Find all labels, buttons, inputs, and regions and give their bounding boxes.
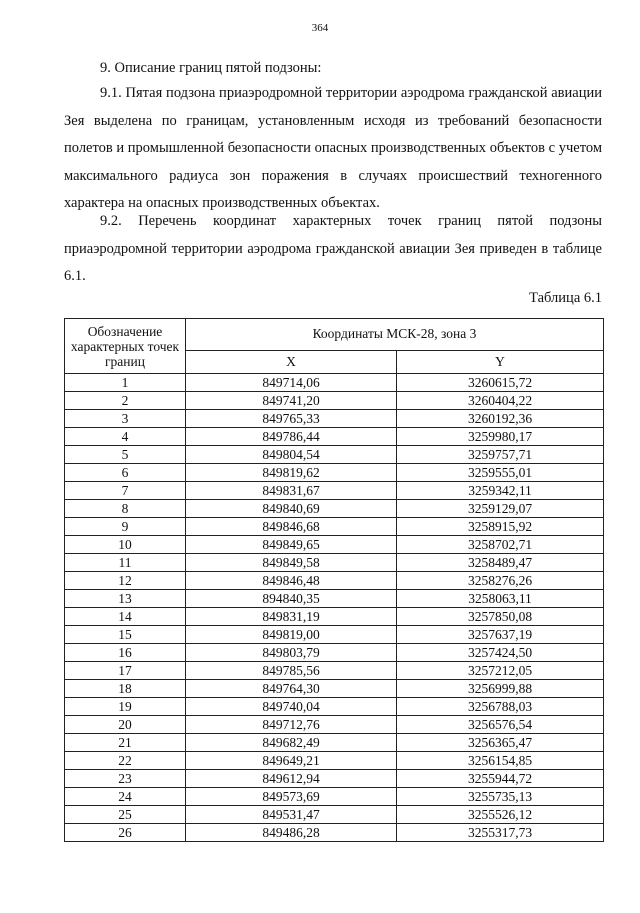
y-coordinate: 3259129,07 xyxy=(397,500,604,518)
table-caption: Таблица 6.1 xyxy=(529,290,602,306)
point-number: 6 xyxy=(65,464,186,482)
x-coordinate: 849740,04 xyxy=(186,698,397,716)
table-body xyxy=(65,374,604,842)
x-coordinate: 849819,62 xyxy=(186,464,397,482)
x-coordinate: 849846,68 xyxy=(186,518,397,536)
point-number: 14 xyxy=(65,608,186,626)
point-number: 1 xyxy=(65,374,186,392)
point-number: 24 xyxy=(65,788,186,806)
point-number: 13 xyxy=(65,590,186,608)
point-number: 23 xyxy=(65,770,186,788)
table-row xyxy=(65,734,604,752)
x-coordinate: 849764,30 xyxy=(186,680,397,698)
paragraph-9-1: 9.1. Пятая подзона приаэродромной территории аэродрома гражданской авиации Зея выделена по границам, установленным исходя из требований безопасности полетов и промышленной безопасности опасных производственных объектов с учетом максимального радиуса зон поражения в случаях происшествий техногенного характера на опасных производственных объектах. xyxy=(64,85,602,211)
table-row xyxy=(65,536,604,554)
point-number: 19 xyxy=(65,698,186,716)
x-coordinate: 849846,48 xyxy=(186,572,397,590)
table-row xyxy=(65,446,604,464)
table-row xyxy=(65,770,604,788)
y-coordinate: 3258915,92 xyxy=(397,518,604,536)
x-coordinate: 849682,49 xyxy=(186,734,397,752)
y-coordinate: 3257637,19 xyxy=(397,626,604,644)
x-coordinate: 849765,33 xyxy=(186,410,397,428)
x-coordinate: 849849,65 xyxy=(186,536,397,554)
y-coordinate: 3255944,72 xyxy=(397,770,604,788)
table-row xyxy=(65,752,604,770)
table-row xyxy=(65,482,604,500)
y-coordinate: 3258489,47 xyxy=(397,554,604,572)
page-number: 364 xyxy=(311,22,329,34)
table-row xyxy=(65,788,604,806)
point-number: 9 xyxy=(65,518,186,536)
y-coordinate: 3257850,08 xyxy=(397,608,604,626)
y-coordinate: 3259757,71 xyxy=(397,446,604,464)
table-row xyxy=(65,626,604,644)
y-coordinate: 3260615,72 xyxy=(397,374,604,392)
y-coordinate: 3256999,88 xyxy=(397,680,604,698)
point-number: 12 xyxy=(65,572,186,590)
table-row xyxy=(65,590,604,608)
paragraph-9-2: 9.2. Перечень координат характерных точек границ пятой подзоны приаэродромной территории аэродрома гражданской авиации Зея приведен в таблице 6.1. xyxy=(64,213,602,284)
point-number: 4 xyxy=(65,428,186,446)
x-coordinate: 849486,28 xyxy=(186,824,397,842)
table-row xyxy=(65,374,604,392)
table-row xyxy=(65,554,604,572)
x-coordinate: 849649,21 xyxy=(186,752,397,770)
x-coordinate: 849612,94 xyxy=(186,770,397,788)
point-number: 26 xyxy=(65,824,186,842)
point-number: 2 xyxy=(65,392,186,410)
table-row xyxy=(65,716,604,734)
y-coordinate: 3259342,11 xyxy=(397,482,604,500)
x-coordinate: 849785,56 xyxy=(186,662,397,680)
y-coordinate: 3255317,73 xyxy=(397,824,604,842)
x-coordinate: 849786,44 xyxy=(186,428,397,446)
table-row xyxy=(65,644,604,662)
table-row xyxy=(65,680,604,698)
x-coordinate: 849712,76 xyxy=(186,716,397,734)
point-number: 3 xyxy=(65,410,186,428)
x-coordinate: 894840,35 xyxy=(186,590,397,608)
x-coordinate: 849819,00 xyxy=(186,626,397,644)
header-x: X xyxy=(186,350,397,373)
point-number: 20 xyxy=(65,716,186,734)
point-number: 21 xyxy=(65,734,186,752)
x-coordinate: 849840,69 xyxy=(186,500,397,518)
header-point-designation: Обозначение характерных точек границ xyxy=(65,319,186,374)
y-coordinate: 3256154,85 xyxy=(397,752,604,770)
x-coordinate: 849573,69 xyxy=(186,788,397,806)
x-coordinate: 849831,67 xyxy=(186,482,397,500)
table-row xyxy=(65,698,604,716)
point-number: 10 xyxy=(65,536,186,554)
table-row xyxy=(65,518,604,536)
point-number: 18 xyxy=(65,680,186,698)
y-coordinate: 3259555,01 xyxy=(397,464,604,482)
x-coordinate: 849531,47 xyxy=(186,806,397,824)
point-number: 17 xyxy=(65,662,186,680)
section-heading: 9. Описание границ пятой подзоны: xyxy=(100,60,322,76)
table-row xyxy=(65,392,604,410)
y-coordinate: 3260404,22 xyxy=(397,392,604,410)
point-number: 22 xyxy=(65,752,186,770)
point-number: 7 xyxy=(65,482,186,500)
y-coordinate: 3259980,17 xyxy=(397,428,604,446)
y-coordinate: 3258702,71 xyxy=(397,536,604,554)
point-number: 16 xyxy=(65,644,186,662)
table-row xyxy=(65,428,604,446)
point-number: 25 xyxy=(65,806,186,824)
y-coordinate: 3258276,26 xyxy=(397,572,604,590)
table-row xyxy=(65,662,604,680)
table-row xyxy=(65,824,604,842)
y-coordinate: 3260192,36 xyxy=(397,410,604,428)
x-coordinate: 849831,19 xyxy=(186,608,397,626)
point-number: 11 xyxy=(65,554,186,572)
x-coordinate: 849803,79 xyxy=(186,644,397,662)
table-row xyxy=(65,806,604,824)
x-coordinate: 849849,58 xyxy=(186,554,397,572)
table-row xyxy=(65,410,604,428)
y-coordinate: 3255735,13 xyxy=(397,788,604,806)
y-coordinate: 3257424,50 xyxy=(397,644,604,662)
point-number: 5 xyxy=(65,446,186,464)
x-coordinate: 849714,06 xyxy=(186,374,397,392)
y-coordinate: 3257212,05 xyxy=(397,662,604,680)
point-number: 15 xyxy=(65,626,186,644)
y-coordinate: 3258063,11 xyxy=(397,590,604,608)
header-coordinate-system: Координаты МСК-28, зона 3 xyxy=(186,319,604,351)
table-row xyxy=(65,572,604,590)
x-coordinate: 849804,54 xyxy=(186,446,397,464)
x-coordinate: 849741,20 xyxy=(186,392,397,410)
table-row xyxy=(65,608,604,626)
y-coordinate: 3256365,47 xyxy=(397,734,604,752)
y-coordinate: 3256576,54 xyxy=(397,716,604,734)
header-y: Y xyxy=(397,350,604,373)
table-row xyxy=(65,464,604,482)
coordinates-table xyxy=(64,318,604,842)
y-coordinate: 3255526,12 xyxy=(397,806,604,824)
table-row xyxy=(65,500,604,518)
point-number: 8 xyxy=(65,500,186,518)
y-coordinate: 3256788,03 xyxy=(397,698,604,716)
